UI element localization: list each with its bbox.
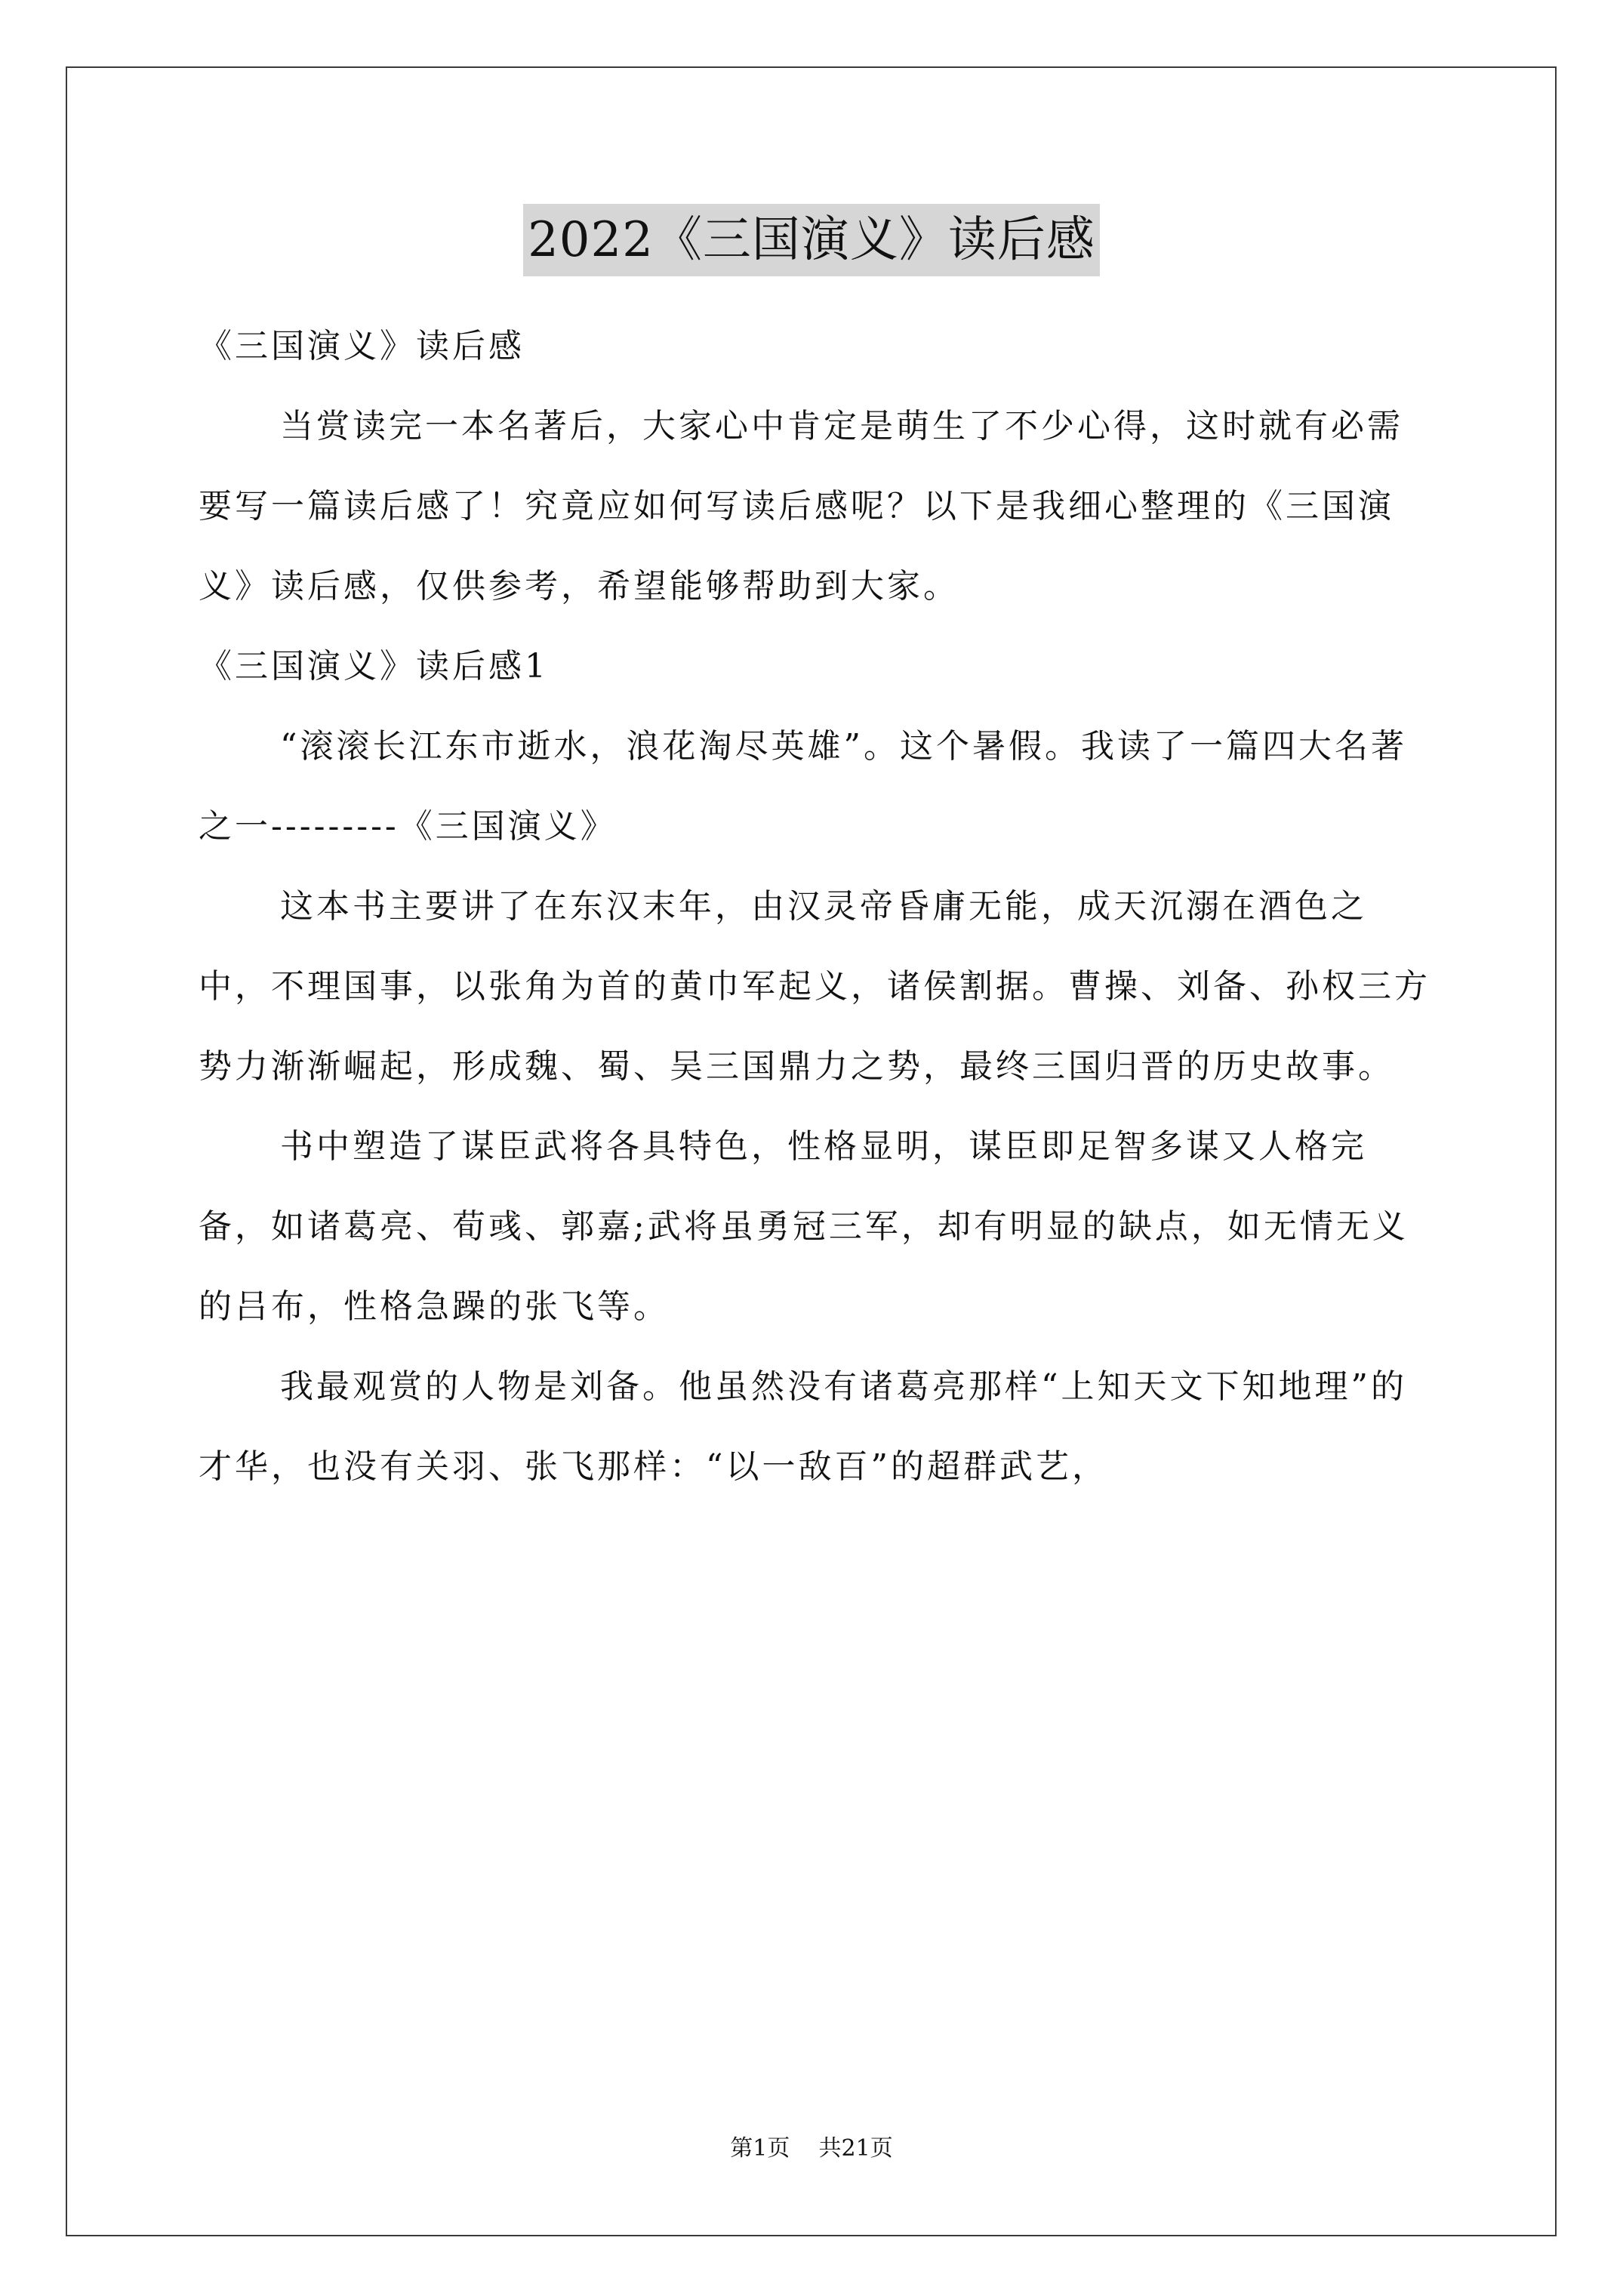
page-total: 共21页 — [818, 2135, 893, 2162]
paragraph: 我最观赏的人物是刘备。他虽然没有诸葛亮那样“上知天文下知地理”的才华，也没有关羽、张飞那样：“以一敌百”的超群武艺， — [199, 1367, 1407, 1486]
paragraph-heading: 《三国演义》读后感 — [199, 327, 525, 365]
paragraph-section-heading: 《三国演义》读后感1 — [199, 647, 549, 686]
paragraph: 这本书主要讲了在东汉末年，由汉灵帝昏庸无能，成天沉溺在酒色之中，不理国事，以张角为首的黄巾军起义，诸侯割据。曹操、刘备、孙权三方势力渐渐崛起，形成魏、蜀、吴三国鼎力之势，最终三国归晋的历史故事。 — [199, 887, 1431, 1086]
document-title: 2022《三国演义》读后感 — [523, 204, 1100, 276]
page-footer — [0, 2134, 1623, 2164]
page-number: 第1页 — [730, 2135, 790, 2162]
paragraph: “滚滚长江东市逝水，浪花淘尽英雄”。这个暑假。我读了一篇四大名著之一---------《三国演义》 — [199, 727, 1407, 846]
title-container — [0, 204, 1623, 276]
document-body — [199, 307, 1437, 1507]
paragraph: 书中塑造了谋臣武将各具特色，性格显明，谋臣即足智多谋又人格完备，如诸葛亮、荀彧、郭嘉;武将虽勇冠三军，却有明显的缺点，如无情无义的吕布，性格急躁的张飞等。 — [199, 1127, 1409, 1326]
paragraph-intro: 当赏读完一本名著后，大家心中肯定是萌生了不少心得，这时就有必需要写一篇读后感了！究竟应如何写读后感呢？以下是我细心整理的《三国演义》读后感，仅供参考，希望能够帮助到大家。 — [199, 407, 1403, 606]
